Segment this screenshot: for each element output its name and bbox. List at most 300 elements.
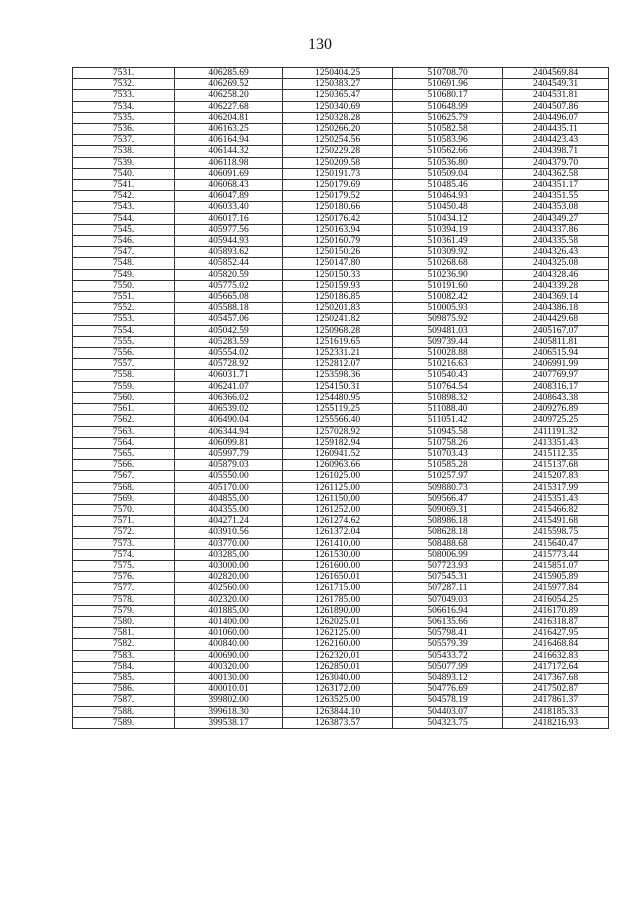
- y1-cell: 1257028.92: [283, 426, 393, 437]
- y2-cell: 2409725.25: [503, 415, 609, 426]
- point-number-cell: 7546.: [73, 236, 175, 247]
- x2-cell: 510257.97: [393, 471, 503, 482]
- y2-cell: 2415112.35: [503, 448, 609, 459]
- x1-cell: 405588.18: [175, 303, 283, 314]
- x1-cell: 405728.92: [175, 359, 283, 370]
- y2-cell: 2418185.33: [503, 706, 609, 717]
- x2-cell: 509875.92: [393, 314, 503, 325]
- table-row: [73, 90, 609, 101]
- x1-cell: 400010.01: [175, 684, 283, 695]
- x2-cell: 507723.93: [393, 560, 503, 571]
- x2-cell: 510216.63: [393, 359, 503, 370]
- table-row: [73, 336, 609, 347]
- table-row: [73, 684, 609, 695]
- x2-cell: 510540.43: [393, 370, 503, 381]
- table-row: [73, 79, 609, 90]
- table-row: [73, 549, 609, 560]
- y2-cell: 2404328.46: [503, 269, 609, 280]
- table-row: [73, 695, 609, 706]
- y2-cell: 2415905.89: [503, 572, 609, 583]
- y1-cell: 1250209.58: [283, 157, 393, 168]
- x2-cell: 508006.99: [393, 549, 503, 560]
- y1-cell: 1250147.80: [283, 258, 393, 269]
- y1-cell: 1252331.21: [283, 348, 393, 359]
- table-row: [73, 706, 609, 717]
- x2-cell: 510703.43: [393, 448, 503, 459]
- table-row: [73, 191, 609, 202]
- y2-cell: 2404349.27: [503, 213, 609, 224]
- y1-cell: 1259182.94: [283, 437, 393, 448]
- point-number-cell: 7582.: [73, 639, 175, 650]
- x2-cell: 509739.44: [393, 336, 503, 347]
- x1-cell: 405042.59: [175, 325, 283, 336]
- point-number-cell: 7540.: [73, 168, 175, 179]
- x1-cell: 404355.00: [175, 504, 283, 515]
- y1-cell: 1261410.00: [283, 538, 393, 549]
- x2-cell: 510309.92: [393, 247, 503, 258]
- y1-cell: 1262025.01: [283, 616, 393, 627]
- y2-cell: 2404325.08: [503, 258, 609, 269]
- point-number-cell: 7538.: [73, 146, 175, 157]
- point-number-cell: 7575.: [73, 560, 175, 571]
- x1-cell: 406366.02: [175, 392, 283, 403]
- x1-cell: 405893.62: [175, 247, 283, 258]
- y1-cell: 1250201.83: [283, 303, 393, 314]
- point-number-cell: 7584.: [73, 661, 175, 672]
- point-number-cell: 7555.: [73, 336, 175, 347]
- table-row: [73, 482, 609, 493]
- y1-cell: 1250404.25: [283, 68, 393, 79]
- table-row: [73, 236, 609, 247]
- y2-cell: 2404429.68: [503, 314, 609, 325]
- table-row: [73, 415, 609, 426]
- table-row: [73, 392, 609, 403]
- x1-cell: 406118.98: [175, 157, 283, 168]
- point-number-cell: 7585.: [73, 672, 175, 683]
- y1-cell: 1250150.33: [283, 269, 393, 280]
- x1-cell: 405457.06: [175, 314, 283, 325]
- x1-cell: 405977.56: [175, 224, 283, 235]
- point-number-cell: 7578.: [73, 594, 175, 605]
- y2-cell: 2404351.17: [503, 180, 609, 191]
- table-row: [73, 504, 609, 515]
- point-number-cell: 7588.: [73, 706, 175, 717]
- point-number-cell: 7547.: [73, 247, 175, 258]
- point-number-cell: 7552.: [73, 303, 175, 314]
- x1-cell: 399802.00: [175, 695, 283, 706]
- x1-cell: 400320.00: [175, 661, 283, 672]
- point-number-cell: 7533.: [73, 90, 175, 101]
- table-row: [73, 717, 609, 728]
- x1-cell: 400130.00: [175, 672, 283, 683]
- y1-cell: 1250383.27: [283, 79, 393, 90]
- y2-cell: 2415207.83: [503, 471, 609, 482]
- y2-cell: 2408316.17: [503, 381, 609, 392]
- y2-cell: 2415351.43: [503, 493, 609, 504]
- y2-cell: 2417172.64: [503, 661, 609, 672]
- point-number-cell: 7535.: [73, 112, 175, 123]
- y1-cell: 1261600.00: [283, 560, 393, 571]
- y2-cell: 2415851.07: [503, 560, 609, 571]
- x2-cell: 510583.96: [393, 135, 503, 146]
- point-number-cell: 7553.: [73, 314, 175, 325]
- x1-cell: 406269.52: [175, 79, 283, 90]
- y1-cell: 1253598.36: [283, 370, 393, 381]
- table-row: [73, 404, 609, 415]
- point-number-cell: 7573.: [73, 538, 175, 549]
- table-row: [73, 314, 609, 325]
- x1-cell: 406344.94: [175, 426, 283, 437]
- y1-cell: 1252812.07: [283, 359, 393, 370]
- point-number-cell: 7566.: [73, 460, 175, 471]
- y1-cell: 1261890.00: [283, 605, 393, 616]
- table-row: [73, 538, 609, 549]
- x2-cell: 504776.69: [393, 684, 503, 695]
- y2-cell: 2405167.07: [503, 325, 609, 336]
- y1-cell: 1262850.01: [283, 661, 393, 672]
- x1-cell: 406163.25: [175, 124, 283, 135]
- x2-cell: 509481.03: [393, 325, 503, 336]
- x2-cell: 510945.58: [393, 426, 503, 437]
- y1-cell: 1260963.66: [283, 460, 393, 471]
- y1-cell: 1250968.28: [283, 325, 393, 336]
- x1-cell: 405665.08: [175, 292, 283, 303]
- point-number-cell: 7554.: [73, 325, 175, 336]
- x2-cell: 510005.93: [393, 303, 503, 314]
- y2-cell: 2416427.95: [503, 628, 609, 639]
- table-row: [73, 672, 609, 683]
- table-row: [73, 168, 609, 179]
- coordinates-table-body: [73, 68, 609, 729]
- x2-cell: 504323.75: [393, 717, 503, 728]
- x1-cell: 406258.20: [175, 90, 283, 101]
- point-number-cell: 7570.: [73, 504, 175, 515]
- x1-cell: 401400.00: [175, 616, 283, 627]
- y1-cell: 1254150.31: [283, 381, 393, 392]
- y1-cell: 1250179.69: [283, 180, 393, 191]
- x2-cell: 510708.70: [393, 68, 503, 79]
- y2-cell: 2415977.84: [503, 583, 609, 594]
- point-number-cell: 7577.: [73, 583, 175, 594]
- y2-cell: 2415466.82: [503, 504, 609, 515]
- point-number-cell: 7534.: [73, 101, 175, 112]
- y1-cell: 1262125.00: [283, 628, 393, 639]
- x1-cell: 406091.69: [175, 168, 283, 179]
- y1-cell: 1263844.10: [283, 706, 393, 717]
- y2-cell: 2404362.58: [503, 168, 609, 179]
- y2-cell: 2406991.99: [503, 359, 609, 370]
- y1-cell: 1250150.26: [283, 247, 393, 258]
- point-number-cell: 7561.: [73, 404, 175, 415]
- y2-cell: 2404335.58: [503, 236, 609, 247]
- x1-cell: 405820.59: [175, 269, 283, 280]
- x2-cell: 510691.96: [393, 79, 503, 90]
- y1-cell: 1254480.95: [283, 392, 393, 403]
- x2-cell: 510582.58: [393, 124, 503, 135]
- y1-cell: 1262320.01: [283, 650, 393, 661]
- table-row: [73, 325, 609, 336]
- y2-cell: 2411191.32: [503, 426, 609, 437]
- y2-cell: 2404353.08: [503, 202, 609, 213]
- table-row: [73, 448, 609, 459]
- x1-cell: 406227.68: [175, 101, 283, 112]
- x2-cell: 510082.42: [393, 292, 503, 303]
- table-row: [73, 180, 609, 191]
- x2-cell: 510028.88: [393, 348, 503, 359]
- table-row: [73, 460, 609, 471]
- x1-cell: 403000.00: [175, 560, 283, 571]
- y2-cell: 2404549.31: [503, 79, 609, 90]
- table-row: [73, 224, 609, 235]
- table-row: [73, 650, 609, 661]
- table-row: [73, 381, 609, 392]
- point-number-cell: 7549.: [73, 269, 175, 280]
- x2-cell: 505077.99: [393, 661, 503, 672]
- x2-cell: 510268.68: [393, 258, 503, 269]
- y1-cell: 1261125.00: [283, 482, 393, 493]
- point-number-cell: 7541.: [73, 180, 175, 191]
- x1-cell: 405997.79: [175, 448, 283, 459]
- x1-cell: 406539.02: [175, 404, 283, 415]
- y2-cell: 2415317.99: [503, 482, 609, 493]
- table-row: [73, 493, 609, 504]
- y1-cell: 1250241.82: [283, 314, 393, 325]
- y2-cell: 2416054.25: [503, 594, 609, 605]
- point-number-cell: 7537.: [73, 135, 175, 146]
- y1-cell: 1250163.94: [283, 224, 393, 235]
- point-number-cell: 7550.: [73, 280, 175, 291]
- y2-cell: 2415137.68: [503, 460, 609, 471]
- y1-cell: 1250186.85: [283, 292, 393, 303]
- x2-cell: 504403.07: [393, 706, 503, 717]
- table-row: [73, 516, 609, 527]
- x2-cell: 510758.26: [393, 437, 503, 448]
- point-number-cell: 7571.: [73, 516, 175, 527]
- x2-cell: 510680.17: [393, 90, 503, 101]
- table-row: [73, 527, 609, 538]
- point-number-cell: 7576.: [73, 572, 175, 583]
- point-number-cell: 7564.: [73, 437, 175, 448]
- y1-cell: 1250328.28: [283, 112, 393, 123]
- y2-cell: 2408643.38: [503, 392, 609, 403]
- y1-cell: 1263172.00: [283, 684, 393, 695]
- y2-cell: 2404386.18: [503, 303, 609, 314]
- x2-cell: 510625.79: [393, 112, 503, 123]
- table-row: [73, 247, 609, 258]
- point-number-cell: 7556.: [73, 348, 175, 359]
- y1-cell: 1250179.52: [283, 191, 393, 202]
- point-number-cell: 7542.: [73, 191, 175, 202]
- x2-cell: 510361.49: [393, 236, 503, 247]
- table-row: [73, 101, 609, 112]
- x2-cell: 508986.18: [393, 516, 503, 527]
- point-number-cell: 7551.: [73, 292, 175, 303]
- table-row: [73, 583, 609, 594]
- point-number-cell: 7574.: [73, 549, 175, 560]
- y1-cell: 1250180.66: [283, 202, 393, 213]
- y2-cell: 2406515.94: [503, 348, 609, 359]
- table-row: [73, 605, 609, 616]
- point-number-cell: 7589.: [73, 717, 175, 728]
- y2-cell: 2405811.81: [503, 336, 609, 347]
- y2-cell: 2404369.14: [503, 292, 609, 303]
- table-row: [73, 157, 609, 168]
- y1-cell: 1250160.79: [283, 236, 393, 247]
- x2-cell: 510191.60: [393, 280, 503, 291]
- table-row: [73, 616, 609, 627]
- point-number-cell: 7586.: [73, 684, 175, 695]
- y1-cell: 1250365.47: [283, 90, 393, 101]
- y1-cell: 1250340.69: [283, 101, 393, 112]
- y2-cell: 2404339.28: [503, 280, 609, 291]
- x2-cell: 507545.31: [393, 572, 503, 583]
- x1-cell: 405775.02: [175, 280, 283, 291]
- table-row: [73, 303, 609, 314]
- x1-cell: 400840.00: [175, 639, 283, 650]
- x1-cell: 403910.56: [175, 527, 283, 538]
- x2-cell: 509880.73: [393, 482, 503, 493]
- point-number-cell: 7536.: [73, 124, 175, 135]
- x2-cell: 510450.48: [393, 202, 503, 213]
- point-number-cell: 7543.: [73, 202, 175, 213]
- point-number-cell: 7532.: [73, 79, 175, 90]
- x1-cell: 406099.81: [175, 437, 283, 448]
- x1-cell: 401060.00: [175, 628, 283, 639]
- table-row: [73, 661, 609, 672]
- y2-cell: 2404337.86: [503, 224, 609, 235]
- y1-cell: 1261715.00: [283, 583, 393, 594]
- y2-cell: 2413351.43: [503, 437, 609, 448]
- y1-cell: 1250254.56: [283, 135, 393, 146]
- x2-cell: 510648.99: [393, 101, 503, 112]
- x2-cell: 510562.66: [393, 146, 503, 157]
- y2-cell: 2418216.93: [503, 717, 609, 728]
- table-row: [73, 202, 609, 213]
- x2-cell: 509566.47: [393, 493, 503, 504]
- y2-cell: 2409276.89: [503, 404, 609, 415]
- x1-cell: 403285.00: [175, 549, 283, 560]
- table-row: [73, 471, 609, 482]
- x1-cell: 404271.24: [175, 516, 283, 527]
- y2-cell: 2415491.68: [503, 516, 609, 527]
- point-number-cell: 7579.: [73, 605, 175, 616]
- y2-cell: 2404507.86: [503, 101, 609, 112]
- y2-cell: 2404379.70: [503, 157, 609, 168]
- table-row: [73, 572, 609, 583]
- x1-cell: 406068.43: [175, 180, 283, 191]
- table-row: [73, 348, 609, 359]
- point-number-cell: 7560.: [73, 392, 175, 403]
- x2-cell: 510585.28: [393, 460, 503, 471]
- x2-cell: 504578.19: [393, 695, 503, 706]
- x1-cell: 401885.00: [175, 605, 283, 616]
- x1-cell: 405554.02: [175, 348, 283, 359]
- x2-cell: 509069.31: [393, 504, 503, 515]
- x1-cell: 406033.40: [175, 202, 283, 213]
- table-row: [73, 124, 609, 135]
- x1-cell: 405283.59: [175, 336, 283, 347]
- table-row: [73, 146, 609, 157]
- x2-cell: 510434.12: [393, 213, 503, 224]
- point-number-cell: 7583.: [73, 650, 175, 661]
- x1-cell: 406017.16: [175, 213, 283, 224]
- x2-cell: 510764.54: [393, 381, 503, 392]
- y2-cell: 2404531.81: [503, 90, 609, 101]
- table-row: [73, 560, 609, 571]
- x2-cell: 506616.94: [393, 605, 503, 616]
- y1-cell: 1263040.00: [283, 672, 393, 683]
- y1-cell: 1250159.93: [283, 280, 393, 291]
- table-row: [73, 359, 609, 370]
- point-number-cell: 7559.: [73, 381, 175, 392]
- y2-cell: 2404435.11: [503, 124, 609, 135]
- x1-cell: 406164.94: [175, 135, 283, 146]
- point-number-cell: 7567.: [73, 471, 175, 482]
- table-row: [73, 292, 609, 303]
- y1-cell: 1261372.04: [283, 527, 393, 538]
- y1-cell: 1260941.52: [283, 448, 393, 459]
- x2-cell: 510898.32: [393, 392, 503, 403]
- y1-cell: 1261785.00: [283, 594, 393, 605]
- point-number-cell: 7557.: [73, 359, 175, 370]
- table-row: [73, 213, 609, 224]
- y1-cell: 1261274.62: [283, 516, 393, 527]
- x2-cell: 510236.90: [393, 269, 503, 280]
- coordinates-table: [72, 67, 609, 729]
- y1-cell: 1261025.00: [283, 471, 393, 482]
- table-row: [73, 437, 609, 448]
- table-row: [73, 258, 609, 269]
- x1-cell: 406204.81: [175, 112, 283, 123]
- table-row: [73, 426, 609, 437]
- table-row: [73, 135, 609, 146]
- x2-cell: 507287.11: [393, 583, 503, 594]
- table-row: [73, 269, 609, 280]
- x2-cell: 507049.03: [393, 594, 503, 605]
- x1-cell: 399538.17: [175, 717, 283, 728]
- y1-cell: 1250191.73: [283, 168, 393, 179]
- x1-cell: 405879.03: [175, 460, 283, 471]
- x2-cell: 506135.66: [393, 616, 503, 627]
- x2-cell: 508488.68: [393, 538, 503, 549]
- x1-cell: 404855.00: [175, 493, 283, 504]
- y2-cell: 2404351.55: [503, 191, 609, 202]
- table-row: [73, 628, 609, 639]
- x1-cell: 399618.30: [175, 706, 283, 717]
- x1-cell: 406144.32: [175, 146, 283, 157]
- x1-cell: 406031.71: [175, 370, 283, 381]
- y2-cell: 2415640.47: [503, 538, 609, 549]
- y2-cell: 2404569.84: [503, 68, 609, 79]
- y1-cell: 1261252.00: [283, 504, 393, 515]
- table-row: [73, 68, 609, 79]
- x2-cell: 510394.19: [393, 224, 503, 235]
- point-number-cell: 7587.: [73, 695, 175, 706]
- point-number-cell: 7581.: [73, 628, 175, 639]
- y1-cell: 1251619.65: [283, 336, 393, 347]
- point-number-cell: 7563.: [73, 426, 175, 437]
- table-row: [73, 112, 609, 123]
- point-number-cell: 7544.: [73, 213, 175, 224]
- point-number-cell: 7568.: [73, 482, 175, 493]
- y1-cell: 1255119.25: [283, 404, 393, 415]
- y2-cell: 2416318.87: [503, 616, 609, 627]
- point-number-cell: 7531.: [73, 68, 175, 79]
- point-number-cell: 7545.: [73, 224, 175, 235]
- y2-cell: 2404423.43: [503, 135, 609, 146]
- x2-cell: 511051.42: [393, 415, 503, 426]
- x1-cell: 403770.00: [175, 538, 283, 549]
